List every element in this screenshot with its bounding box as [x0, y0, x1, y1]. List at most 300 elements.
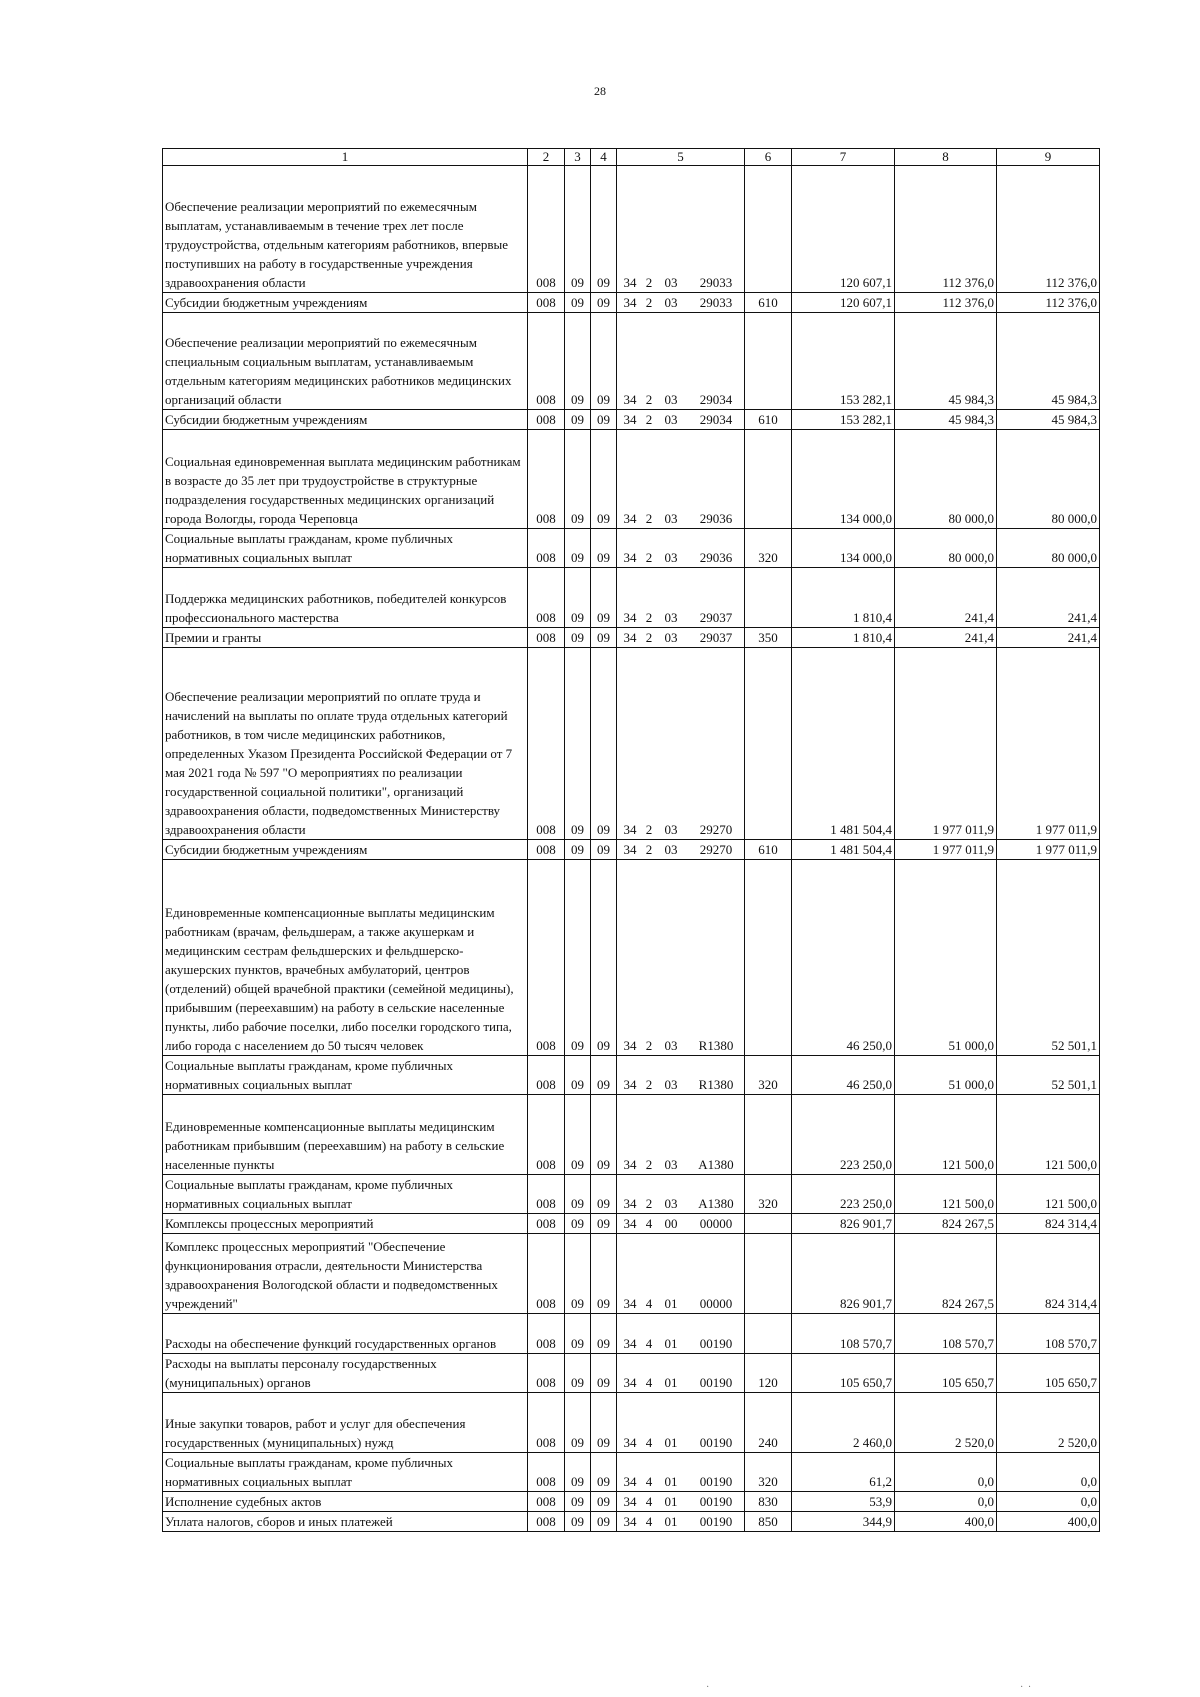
- table-row: [163, 166, 1100, 293]
- table-row: [163, 1393, 1100, 1453]
- row-subsection-code: 09: [591, 166, 617, 293]
- row-direction-code: 29270: [699, 822, 733, 837]
- row-amount-col9: 80 000,0: [997, 430, 1100, 529]
- table-row: [163, 1492, 1100, 1512]
- row-section-code: 09: [565, 529, 591, 568]
- table-row: [163, 293, 1100, 313]
- row-amount-col8: 0,0: [895, 1492, 997, 1512]
- row-complex-code: 03: [664, 1157, 678, 1172]
- row-amount-col9: 824 314,4: [997, 1214, 1100, 1234]
- row-direction-code: 29037: [699, 610, 733, 625]
- row-name: Социальные выплаты гражданам, кроме публичных нормативных социальных выплат: [163, 1453, 528, 1492]
- row-amount-col9: 121 500,0: [997, 1175, 1100, 1214]
- row-complex-code: 03: [664, 630, 678, 645]
- row-target-article: [617, 410, 745, 430]
- row-expense-type: [745, 1234, 792, 1314]
- row-direction-code: 29270: [699, 842, 733, 857]
- row-amount-col8: 0,0: [895, 1453, 997, 1492]
- row-expense-type: 610: [745, 840, 792, 860]
- row-complex-code: 03: [664, 1196, 678, 1211]
- row-amount-col7: 826 901,7: [792, 1234, 895, 1314]
- row-amount-col7: 1 810,4: [792, 628, 895, 648]
- row-program-code: 34: [623, 1474, 637, 1489]
- row-section-code: 09: [565, 1214, 591, 1234]
- table-row: [163, 1214, 1100, 1234]
- row-amount-col9: 0,0: [997, 1453, 1100, 1492]
- row-program-code: 34: [623, 610, 637, 625]
- row-ministry-code: 008: [528, 1314, 565, 1354]
- row-subsection-code: 09: [591, 1175, 617, 1214]
- row-ministry-code: 008: [528, 1453, 565, 1492]
- row-target-article: [617, 1214, 745, 1234]
- row-type-code: 2: [645, 550, 653, 565]
- row-amount-col7: 1 481 504,4: [792, 840, 895, 860]
- row-ministry-code: 008: [528, 1214, 565, 1234]
- row-program-code: 34: [623, 1038, 637, 1053]
- row-section-code: 09: [565, 1354, 591, 1393]
- header-cell-8: 8: [895, 149, 997, 166]
- row-program-code: 34: [623, 550, 637, 565]
- row-direction-code: 29034: [699, 412, 733, 427]
- row-subsection-code: 09: [591, 1314, 617, 1354]
- row-amount-col7: 153 282,1: [792, 410, 895, 430]
- row-direction-code: 00190: [699, 1474, 733, 1489]
- row-ministry-code: 008: [528, 840, 565, 860]
- row-subsection-code: 09: [591, 529, 617, 568]
- row-amount-col9: 45 984,3: [997, 410, 1100, 430]
- row-target-article: [617, 1314, 745, 1354]
- row-complex-code: 01: [664, 1296, 678, 1311]
- row-direction-code: R1380: [698, 1038, 734, 1053]
- row-section-code: 09: [565, 1512, 591, 1532]
- row-name: Комплексы процессных мероприятий: [163, 1214, 528, 1234]
- row-subsection-code: 09: [591, 628, 617, 648]
- row-name: Социальные выплаты гражданам, кроме публичных нормативных социальных выплат: [163, 1056, 528, 1095]
- row-section-code: 09: [565, 1234, 591, 1314]
- row-target-article: [617, 1512, 745, 1532]
- row-amount-col9: 105 650,7: [997, 1354, 1100, 1393]
- row-name: Расходы на обеспечение функций государственных органов: [163, 1314, 528, 1354]
- row-program-code: 34: [623, 1296, 637, 1311]
- scan-marks: · ·: [1020, 1682, 1033, 1693]
- row-amount-col9: 112 376,0: [997, 293, 1100, 313]
- row-amount-col9: 1 977 011,9: [997, 648, 1100, 840]
- row-complex-code: 01: [664, 1435, 678, 1450]
- row-ministry-code: 008: [528, 313, 565, 410]
- row-amount-col9: 824 314,4: [997, 1234, 1100, 1314]
- row-type-code: 2: [645, 630, 653, 645]
- row-program-code: 34: [623, 1196, 637, 1211]
- row-amount-col9: 400,0: [997, 1512, 1100, 1532]
- row-expense-type: [745, 568, 792, 628]
- row-section-code: 09: [565, 1095, 591, 1175]
- row-amount-col9: 121 500,0: [997, 1095, 1100, 1175]
- row-amount-col8: 1 977 011,9: [895, 648, 997, 840]
- row-direction-code: 00190: [699, 1494, 733, 1509]
- page-number: 28: [594, 84, 606, 98]
- row-subsection-code: 09: [591, 648, 617, 840]
- row-amount-col7: 120 607,1: [792, 293, 895, 313]
- row-ministry-code: 008: [528, 1175, 565, 1214]
- row-direction-code: 29033: [699, 295, 733, 310]
- row-target-article: [617, 529, 745, 568]
- row-target-article: [617, 1393, 745, 1453]
- row-amount-col8: 45 984,3: [895, 313, 997, 410]
- budget-table: [162, 148, 1100, 1532]
- row-amount-col9: 241,4: [997, 628, 1100, 648]
- row-direction-code: A1380: [698, 1196, 734, 1211]
- row-type-code: 4: [645, 1494, 653, 1509]
- row-target-article: [617, 166, 745, 293]
- row-type-code: 2: [645, 610, 653, 625]
- row-amount-col8: 1 977 011,9: [895, 840, 997, 860]
- row-complex-code: 03: [664, 610, 678, 625]
- row-target-article: [617, 1095, 745, 1175]
- row-amount-col9: 0,0: [997, 1492, 1100, 1512]
- row-amount-col7: 108 570,7: [792, 1314, 895, 1354]
- row-subsection-code: 09: [591, 1453, 617, 1492]
- row-subsection-code: 09: [591, 410, 617, 430]
- row-expense-type: 850: [745, 1512, 792, 1532]
- table-row: [163, 860, 1100, 1056]
- row-expense-type: 320: [745, 1175, 792, 1214]
- row-expense-type: 320: [745, 1056, 792, 1095]
- row-program-code: 34: [623, 1435, 637, 1450]
- row-type-code: 4: [645, 1375, 653, 1390]
- row-ministry-code: 008: [528, 1512, 565, 1532]
- row-program-code: 34: [623, 1077, 637, 1092]
- row-target-article: [617, 1175, 745, 1214]
- row-amount-col8: 824 267,5: [895, 1214, 997, 1234]
- table-row: [163, 1314, 1100, 1354]
- row-amount-col8: 108 570,7: [895, 1314, 997, 1354]
- row-type-code: 4: [645, 1296, 653, 1311]
- header-row: [163, 149, 1100, 166]
- table-row: [163, 1056, 1100, 1095]
- row-subsection-code: 09: [591, 1492, 617, 1512]
- row-direction-code: A1380: [698, 1157, 734, 1172]
- row-direction-code: 00190: [699, 1336, 733, 1351]
- row-name: Комплекс процессных мероприятий "Обеспечение функционирования отрасли, деятельности Министерства здравоохранения Вологодской области и подведомственных учреждений": [163, 1234, 528, 1314]
- row-subsection-code: 09: [591, 293, 617, 313]
- header-cell-1: 1: [163, 149, 528, 166]
- row-direction-code: 00190: [699, 1435, 733, 1450]
- row-target-article: [617, 1234, 745, 1314]
- row-amount-col8: 400,0: [895, 1512, 997, 1532]
- row-program-code: 34: [623, 511, 637, 526]
- row-subsection-code: 09: [591, 860, 617, 1056]
- table-row: [163, 1453, 1100, 1492]
- row-section-code: 09: [565, 410, 591, 430]
- row-subsection-code: 09: [591, 568, 617, 628]
- row-amount-col9: 45 984,3: [997, 313, 1100, 410]
- row-target-article: [617, 648, 745, 840]
- row-complex-code: 01: [664, 1375, 678, 1390]
- row-type-code: 2: [645, 1038, 653, 1053]
- row-direction-code: 00000: [699, 1296, 733, 1311]
- header-cell-3: 3: [565, 149, 591, 166]
- row-type-code: 4: [645, 1435, 653, 1450]
- row-amount-col7: 826 901,7: [792, 1214, 895, 1234]
- row-ministry-code: 008: [528, 1393, 565, 1453]
- row-amount-col9: 108 570,7: [997, 1314, 1100, 1354]
- row-expense-type: 350: [745, 628, 792, 648]
- row-amount-col7: 223 250,0: [792, 1095, 895, 1175]
- table-row: [163, 1512, 1100, 1532]
- row-type-code: 2: [645, 1196, 653, 1211]
- row-subsection-code: 09: [591, 1393, 617, 1453]
- table-row: [163, 313, 1100, 410]
- row-program-code: 34: [623, 1514, 637, 1529]
- row-expense-type: 830: [745, 1492, 792, 1512]
- row-amount-col7: 153 282,1: [792, 313, 895, 410]
- row-ministry-code: 008: [528, 1234, 565, 1314]
- row-section-code: 09: [565, 648, 591, 840]
- row-ministry-code: 008: [528, 568, 565, 628]
- row-program-code: 34: [623, 822, 637, 837]
- table-body: [163, 166, 1100, 1532]
- row-ministry-code: 008: [528, 648, 565, 840]
- row-expense-type: [745, 313, 792, 410]
- row-type-code: 2: [645, 295, 653, 310]
- row-amount-col9: 80 000,0: [997, 529, 1100, 568]
- row-target-article: [617, 1492, 745, 1512]
- row-amount-col8: 2 520,0: [895, 1393, 997, 1453]
- table-row: [163, 568, 1100, 628]
- row-expense-type: [745, 648, 792, 840]
- row-target-article: [617, 313, 745, 410]
- row-name: Исполнение судебных актов: [163, 1492, 528, 1512]
- row-amount-col7: 344,9: [792, 1512, 895, 1532]
- row-ministry-code: 008: [528, 1056, 565, 1095]
- row-ministry-code: 008: [528, 860, 565, 1056]
- row-type-code: 2: [645, 511, 653, 526]
- row-program-code: 34: [623, 842, 637, 857]
- header-cell-7: 7: [792, 149, 895, 166]
- row-target-article: [617, 1453, 745, 1492]
- row-program-code: 34: [623, 630, 637, 645]
- table-row: [163, 648, 1100, 840]
- row-amount-col7: 46 250,0: [792, 860, 895, 1056]
- row-complex-code: 03: [664, 392, 678, 407]
- row-program-code: 34: [623, 1375, 637, 1390]
- row-section-code: 09: [565, 840, 591, 860]
- row-amount-col9: 112 376,0: [997, 166, 1100, 293]
- row-complex-code: 03: [664, 1038, 678, 1053]
- row-amount-col8: 824 267,5: [895, 1234, 997, 1314]
- row-program-code: 34: [623, 412, 637, 427]
- row-subsection-code: 09: [591, 1512, 617, 1532]
- row-amount-col8: 51 000,0: [895, 860, 997, 1056]
- row-type-code: 2: [645, 822, 653, 837]
- row-expense-type: [745, 1095, 792, 1175]
- row-type-code: 2: [645, 392, 653, 407]
- row-name: Социальные выплаты гражданам, кроме публичных нормативных социальных выплат: [163, 529, 528, 568]
- row-expense-type: 610: [745, 410, 792, 430]
- header-cell-9: 9: [997, 149, 1100, 166]
- row-name: Уплата налогов, сборов и иных платежей: [163, 1512, 528, 1532]
- row-program-code: 34: [623, 1216, 637, 1231]
- header-cell-4: 4: [591, 149, 617, 166]
- row-amount-col7: 61,2: [792, 1453, 895, 1492]
- row-ministry-code: 008: [528, 628, 565, 648]
- row-ministry-code: 008: [528, 410, 565, 430]
- row-direction-code: R1380: [698, 1077, 734, 1092]
- table-row: [163, 410, 1100, 430]
- row-type-code: 2: [645, 412, 653, 427]
- row-section-code: 09: [565, 568, 591, 628]
- row-name: Социальная единовременная выплата медицинским работникам в возрасте до 35 лет при трудоустройстве в структурные подразделения государственных медицинских организаций города Вологды, города Череповца: [163, 430, 528, 529]
- row-complex-code: 03: [664, 275, 678, 290]
- row-program-code: 34: [623, 1494, 637, 1509]
- row-complex-code: 03: [664, 550, 678, 565]
- row-amount-col9: 2 520,0: [997, 1393, 1100, 1453]
- row-subsection-code: 09: [591, 840, 617, 860]
- row-direction-code: 00000: [699, 1216, 733, 1231]
- row-ministry-code: 008: [528, 529, 565, 568]
- row-program-code: 34: [623, 1336, 637, 1351]
- row-name: Расходы на выплаты персоналу государственных (муниципальных) органов: [163, 1354, 528, 1393]
- row-amount-col7: 1 481 504,4: [792, 648, 895, 840]
- row-expense-type: [745, 860, 792, 1056]
- row-complex-code: 01: [664, 1514, 678, 1529]
- row-subsection-code: 09: [591, 1095, 617, 1175]
- row-expense-type: 610: [745, 293, 792, 313]
- row-amount-col7: 105 650,7: [792, 1354, 895, 1393]
- row-target-article: [617, 568, 745, 628]
- row-amount-col7: 134 000,0: [792, 529, 895, 568]
- row-program-code: 34: [623, 1157, 637, 1172]
- row-complex-code: 03: [664, 842, 678, 857]
- row-section-code: 09: [565, 1453, 591, 1492]
- row-name: Обеспечение реализации мероприятий по ежемесячным выплатам, устанавливаемым в течение трех лет после трудоустройства, отдельным категориям работников, впервые поступивших на работу в государственные учреждения здравоохранения области: [163, 166, 528, 293]
- row-amount-col8: 121 500,0: [895, 1175, 997, 1214]
- row-section-code: 09: [565, 1492, 591, 1512]
- row-target-article: [617, 1354, 745, 1393]
- row-amount-col7: 53,9: [792, 1492, 895, 1512]
- row-type-code: 4: [645, 1216, 653, 1231]
- table-row: [163, 1354, 1100, 1393]
- row-name: Единовременные компенсационные выплаты медицинским работникам прибывшим (переехавшим) на работу в сельские населенные пункты: [163, 1095, 528, 1175]
- row-section-code: 09: [565, 1175, 591, 1214]
- row-expense-type: [745, 1314, 792, 1354]
- table-row: [163, 430, 1100, 529]
- row-section-code: 09: [565, 1314, 591, 1354]
- row-complex-code: 03: [664, 1077, 678, 1092]
- row-amount-col8: 51 000,0: [895, 1056, 997, 1095]
- row-expense-type: [745, 166, 792, 293]
- row-amount-col7: 2 460,0: [792, 1393, 895, 1453]
- row-name: Субсидии бюджетным учреждениям: [163, 410, 528, 430]
- row-complex-code: 01: [664, 1336, 678, 1351]
- table-row: [163, 1175, 1100, 1214]
- row-subsection-code: 09: [591, 313, 617, 410]
- row-section-code: 09: [565, 166, 591, 293]
- row-amount-col8: 80 000,0: [895, 430, 997, 529]
- table-row: [163, 529, 1100, 568]
- row-expense-type: 120: [745, 1354, 792, 1393]
- table-row: [163, 1234, 1100, 1314]
- row-type-code: 2: [645, 275, 653, 290]
- row-type-code: 4: [645, 1336, 653, 1351]
- table-row: [163, 628, 1100, 648]
- row-expense-type: 240: [745, 1393, 792, 1453]
- row-amount-col7: 223 250,0: [792, 1175, 895, 1214]
- row-name: Премии и гранты: [163, 628, 528, 648]
- row-expense-type: 320: [745, 1453, 792, 1492]
- row-name: Обеспечение реализации мероприятий по оплате труда и начислений на выплаты по оплате труда отдельных категорий работников, в том числе медицинских работников, определенных Указом Президента Российской Федерации от 7 мая 2021 года № 597 "О мероприятиях по реализации государственной социальной политики", организаций здравоохранения области, подведомственных Министерству здравоохранения области: [163, 648, 528, 840]
- row-ministry-code: 008: [528, 1354, 565, 1393]
- row-name: Субсидии бюджетным учреждениям: [163, 293, 528, 313]
- row-expense-type: 320: [745, 529, 792, 568]
- row-amount-col8: 112 376,0: [895, 166, 997, 293]
- row-subsection-code: 09: [591, 1056, 617, 1095]
- row-name: Иные закупки товаров, работ и услуг для обеспечения государственных (муниципальных) нужд: [163, 1393, 528, 1453]
- row-section-code: 09: [565, 313, 591, 410]
- row-direction-code: 29036: [699, 550, 733, 565]
- row-section-code: 09: [565, 1056, 591, 1095]
- row-complex-code: 01: [664, 1474, 678, 1489]
- row-amount-col7: 134 000,0: [792, 430, 895, 529]
- row-amount-col7: 120 607,1: [792, 166, 895, 293]
- row-amount-col8: 241,4: [895, 628, 997, 648]
- row-amount-col9: 52 501,1: [997, 1056, 1100, 1095]
- table-row: [163, 1095, 1100, 1175]
- row-type-code: 4: [645, 1474, 653, 1489]
- row-complex-code: 03: [664, 511, 678, 526]
- row-target-article: [617, 840, 745, 860]
- row-direction-code: 29034: [699, 392, 733, 407]
- row-section-code: 09: [565, 1393, 591, 1453]
- row-subsection-code: 09: [591, 1234, 617, 1314]
- row-section-code: 09: [565, 430, 591, 529]
- row-amount-col9: 241,4: [997, 568, 1100, 628]
- row-section-code: 09: [565, 293, 591, 313]
- row-amount-col8: 80 000,0: [895, 529, 997, 568]
- row-ministry-code: 008: [528, 166, 565, 293]
- row-name: Обеспечение реализации мероприятий по ежемесячным специальным социальным выплатам, устанавливаемым отдельным категориям медицинских работников медицинских организаций области: [163, 313, 528, 410]
- row-ministry-code: 008: [528, 1095, 565, 1175]
- row-complex-code: 03: [664, 412, 678, 427]
- header-cell-2: 2: [528, 149, 565, 166]
- row-target-article: [617, 1056, 745, 1095]
- row-amount-col9: 52 501,1: [997, 860, 1100, 1056]
- row-amount-col8: 112 376,0: [895, 293, 997, 313]
- row-type-code: 2: [645, 1077, 653, 1092]
- row-direction-code: 00190: [699, 1514, 733, 1529]
- row-expense-type: [745, 1214, 792, 1234]
- header-cell-5: 5: [617, 149, 745, 166]
- row-section-code: 09: [565, 628, 591, 648]
- row-amount-col8: 45 984,3: [895, 410, 997, 430]
- row-amount-col7: 46 250,0: [792, 1056, 895, 1095]
- row-type-code: 4: [645, 1514, 653, 1529]
- row-ministry-code: 008: [528, 1492, 565, 1512]
- row-subsection-code: 09: [591, 1214, 617, 1234]
- row-ministry-code: 008: [528, 430, 565, 529]
- row-ministry-code: 008: [528, 293, 565, 313]
- row-type-code: 2: [645, 842, 653, 857]
- row-name: Поддержка медицинских работников, победителей конкурсов профессионального мастерства: [163, 568, 528, 628]
- row-direction-code: 29033: [699, 275, 733, 290]
- row-amount-col9: 1 977 011,9: [997, 840, 1100, 860]
- row-name: Социальные выплаты гражданам, кроме публичных нормативных социальных выплат: [163, 1175, 528, 1214]
- row-complex-code: 00: [664, 1216, 678, 1231]
- row-target-article: [617, 293, 745, 313]
- row-subsection-code: 09: [591, 430, 617, 529]
- row-complex-code: 03: [664, 822, 678, 837]
- row-amount-col7: 1 810,4: [792, 568, 895, 628]
